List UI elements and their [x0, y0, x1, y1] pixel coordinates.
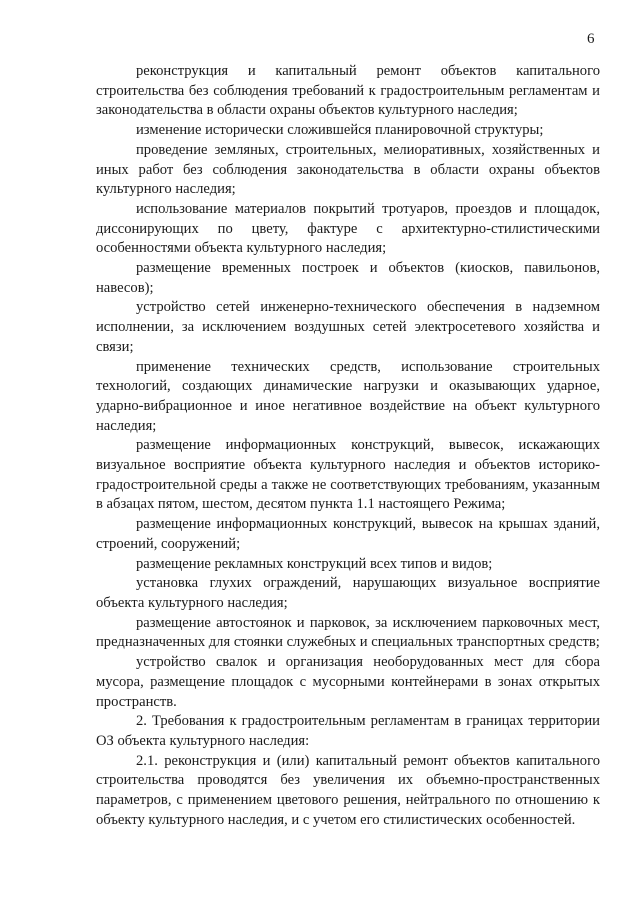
paragraph: размещение информационных конструкций, вывесок на крышах зданий, строений, сооружений;: [96, 516, 600, 552]
page-number: 6: [587, 31, 595, 47]
paragraph: размещение рекламных конструкций всех типов и видов;: [136, 555, 493, 572]
paragraph: изменение исторически сложившейся планировочной структуры;: [136, 122, 544, 139]
paragraph: устройство свалок и организация необорудованных мест для сбора мусора, размещение площадок с мусорными контейнерами в зонах открытых пространств.: [96, 654, 600, 710]
section-heading: 2. Требования к градостроительным регламентам в границах территории ОЗ объекта культурного наследия:: [96, 713, 600, 749]
paragraph: установка глухих ограждений, нарушающих визуальное восприятие объекта культурного наследия;: [96, 575, 600, 611]
document-body: [96, 62, 600, 830]
paragraph: проведение земляных, строительных, мелиоративных, хозяйственных и иных работ без соблюдения законодательства в области охраны объектов культурного наследия;: [96, 141, 600, 198]
paragraph: размещение временных построек и объектов (киосков, павильонов, навесов);: [96, 260, 600, 296]
paragraph: устройство сетей инженерно-технического обеспечения в надземном исполнении, за исключением воздушных сетей электросетевого хозяйства и связи;: [96, 299, 600, 355]
paragraph: использование материалов покрытий тротуаров, проездов и площадок, диссонирующих по цвету, фактуре с архитектурно-стилистическими особенностями объекта культурного наследия;: [96, 200, 600, 257]
paragraph: размещение автостоянок и парковок, за исключением парковочных мест, предназначенных для стоянки служебных и специальных транспортных средств;: [96, 614, 600, 651]
paragraph: реконструкция и капитальный ремонт объектов капитального строительства без соблюдения требований к градостроительным регламентам и законодательства в области охраны объектов культурного наследия;: [96, 63, 600, 119]
paragraph: 2.1. реконструкция и (или) капитальный ремонт объектов капитального строительства проводятся без увеличения их объемно-пространственных параметров, с применением цветового решения, нейтрального по отношению к объекту культурного наследия, и с учетом его стилистических особенностей.: [96, 752, 600, 828]
paragraph: применение технических средств, использование строительных технологий, создающих динамические нагрузки и оказывающих ударное, ударно-вибрационное и иное негативное воздействие на объект культурного наследия;: [96, 358, 600, 434]
paragraph: размещение информационных конструкций, вывесок, искажающих визуальное восприятие объекта культурного наследия и объектов историко-градостроительной среды а также не соответствующих требованиям, указанным в абзацах пятом, шестом, десятом пункта 1.1 настоящего Режима;: [96, 437, 600, 513]
